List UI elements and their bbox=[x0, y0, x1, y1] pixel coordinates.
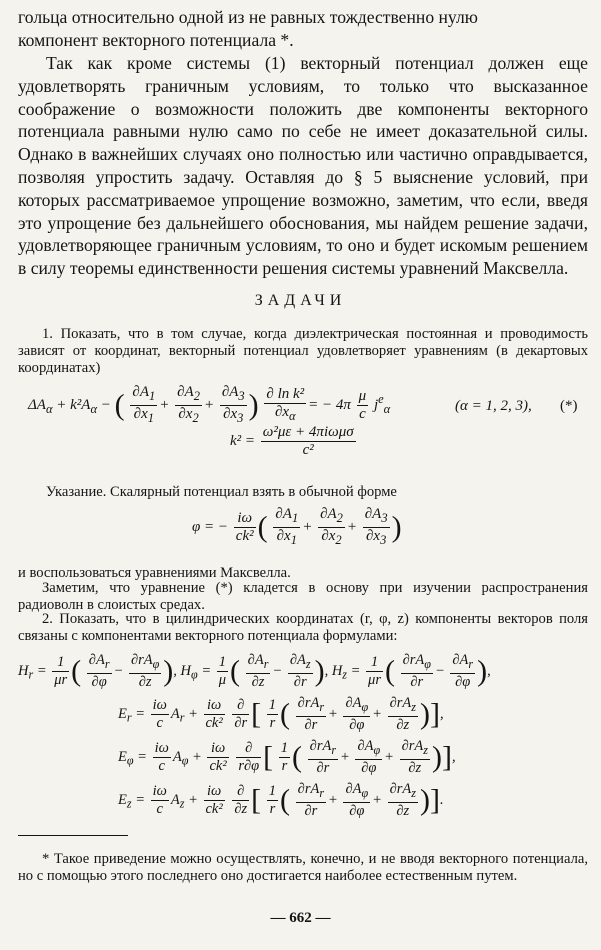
footnote: * Такое приведение можно осуществлять, конечно, и не вводя векторного потенциала, но с помощью этого последнего оно достигается наиболее естественным путем. bbox=[18, 851, 588, 885]
intro-line-2: компонент векторного потенциала *. bbox=[18, 30, 294, 50]
problem-2-text: 2. Показать, что в цилиндрических координатах (r, φ, z) компоненты векторов поля связаны с компонентами векторного потенциала формулами: bbox=[18, 611, 588, 645]
main-paragraph: Так как кроме системы (1) векторный потенциал должен еще удовлетворять граничным условиям, то только что высказанное соображение о возможности положить две компоненты векторного потенциала равными нулю само по себе не имеет доказательной силы. Однако в важнейших случаях оно полностью или частично оправдывается, позволяя упростить задачу. Оставляя до § 5 выяснение условий, при которых рассматриваемое упрощение возможно, заметим, что если, введя это упрощение без дальнейшего обоснования, мы найдем решение задачи, удовлетворяющее граничным условиям, то оно и будет искомым решением в силу теоремы единственности решения системы уравнений Максвелла. bbox=[18, 53, 588, 279]
equation-label: (*) bbox=[560, 398, 578, 414]
remark-text: Заметим, что уравнение (*) кладется в основу при изучении распространения радиоволн в слоистых средах. bbox=[18, 580, 588, 614]
section-heading: ЗАДАЧИ bbox=[254, 292, 347, 309]
footnote-divider bbox=[18, 835, 128, 836]
e-r-formula: $E_r$ = $\frac{i\omega}{c}$ $A_r$ + $\frac{i\omega}{\text{ck²}}$ $\frac{\partial}{\partial r}$ [ $\frac{1}{r}$ ( $\frac{\partial rA_r}{\partial r}$ + $\frac{\partial A_\varphi}{\partial\varphi}$ + $\frac{\partial rA_z}{\partial z}$ )], bbox=[118, 695, 444, 733]
e-z-formula: $E_z$ = $\frac{i\omega}{c}$ $A_z$ + $\frac{i\omega}{\text{ck²}}$ $\frac{\partial}{\partial z}$ [ $\frac{1}{r}$ ( $\frac{\partial rA_r}{\partial r}$ + $\frac{\partial A_\varphi}{\partial\varphi}$ + $\frac{\partial rA_z}{\partial z}$ )]. bbox=[118, 781, 444, 819]
wave-equation: $\Delta A_\alpha + k^2A_\alpha$ − ( $\frac{\partial A_1}{\partial x_1}$ + $\frac{\partial A_2}{\partial x_2}$ + $\frac{\partial A_3}{\partial x_3}$ ) $\frac{\text{∂ ln k²}}{\partial x_\alpha}$ = − 4π $\frac{\mu}{c}$ $j^e_\alpha$ bbox=[28, 384, 391, 425]
hint-text: Указание. Скалярный потенциал взять в обычной форме bbox=[46, 484, 397, 500]
e-phi-formula: $E_\varphi$ = $\frac{i\omega}{c}$ $A_\varphi$ + $\frac{i\omega}{\text{ck²}}$ $\frac{\partial}{r\partial\varphi}$ [ $\frac{1}{r}$ ( $\frac{\partial rA_r}{\partial r}$ + $\frac{\partial A_\varphi}{\partial\varphi}$ + $\frac{\partial rA_z}{\partial z}$ )], bbox=[118, 738, 456, 776]
intro-line-1: гольца относительно одной из не равных тождественно нулю bbox=[18, 7, 478, 27]
scalar-potential-formula: φ = − $\frac{i\omega}{\text{ck²}}$ ( $\frac{\partial A_1}{\partial x_1}$ + $\frac{\partial A_2}{\partial x_2}$ + $\frac{\partial A_3}{\partial x_3}$ ) bbox=[192, 506, 402, 547]
alpha-range: (α = 1, 2, 3), bbox=[455, 398, 532, 414]
h-components-formula: $H_r$ = $\frac{1}{\mu r}$ ( $\frac{\partial A_r}{\partial\varphi}$ − $\frac{\partial rA_\varphi}{\partial z}$ ), $H_\varphi$ = $\frac{1}{\mu}$ ( $\frac{\partial A_r}{\partial z}$ − $\frac{\partial A_z}{\partial r}$ ), $H_z$ = $\frac{1}{\mu r}$ ( $\frac{\partial rA_\varphi}{\partial r}$ − $\frac{\partial A_r}{\partial\varphi}$ ), bbox=[18, 652, 491, 690]
k-squared-definition: k² = $\frac{\text{ω²με + 4πiωμσ}}{\text{c²}}$ bbox=[230, 424, 354, 458]
after-hint-text: и воспользоваться уравнениями Максвелла. bbox=[18, 565, 291, 581]
page-number: — 662 — bbox=[270, 910, 331, 926]
problem-1-text: 1. Показать, что в том случае, когда диэлектрическая постоянная и проводимость зависят от координат, векторный потенциал удовлетворяет уравнениям (в декартовых координатах) bbox=[18, 326, 588, 377]
